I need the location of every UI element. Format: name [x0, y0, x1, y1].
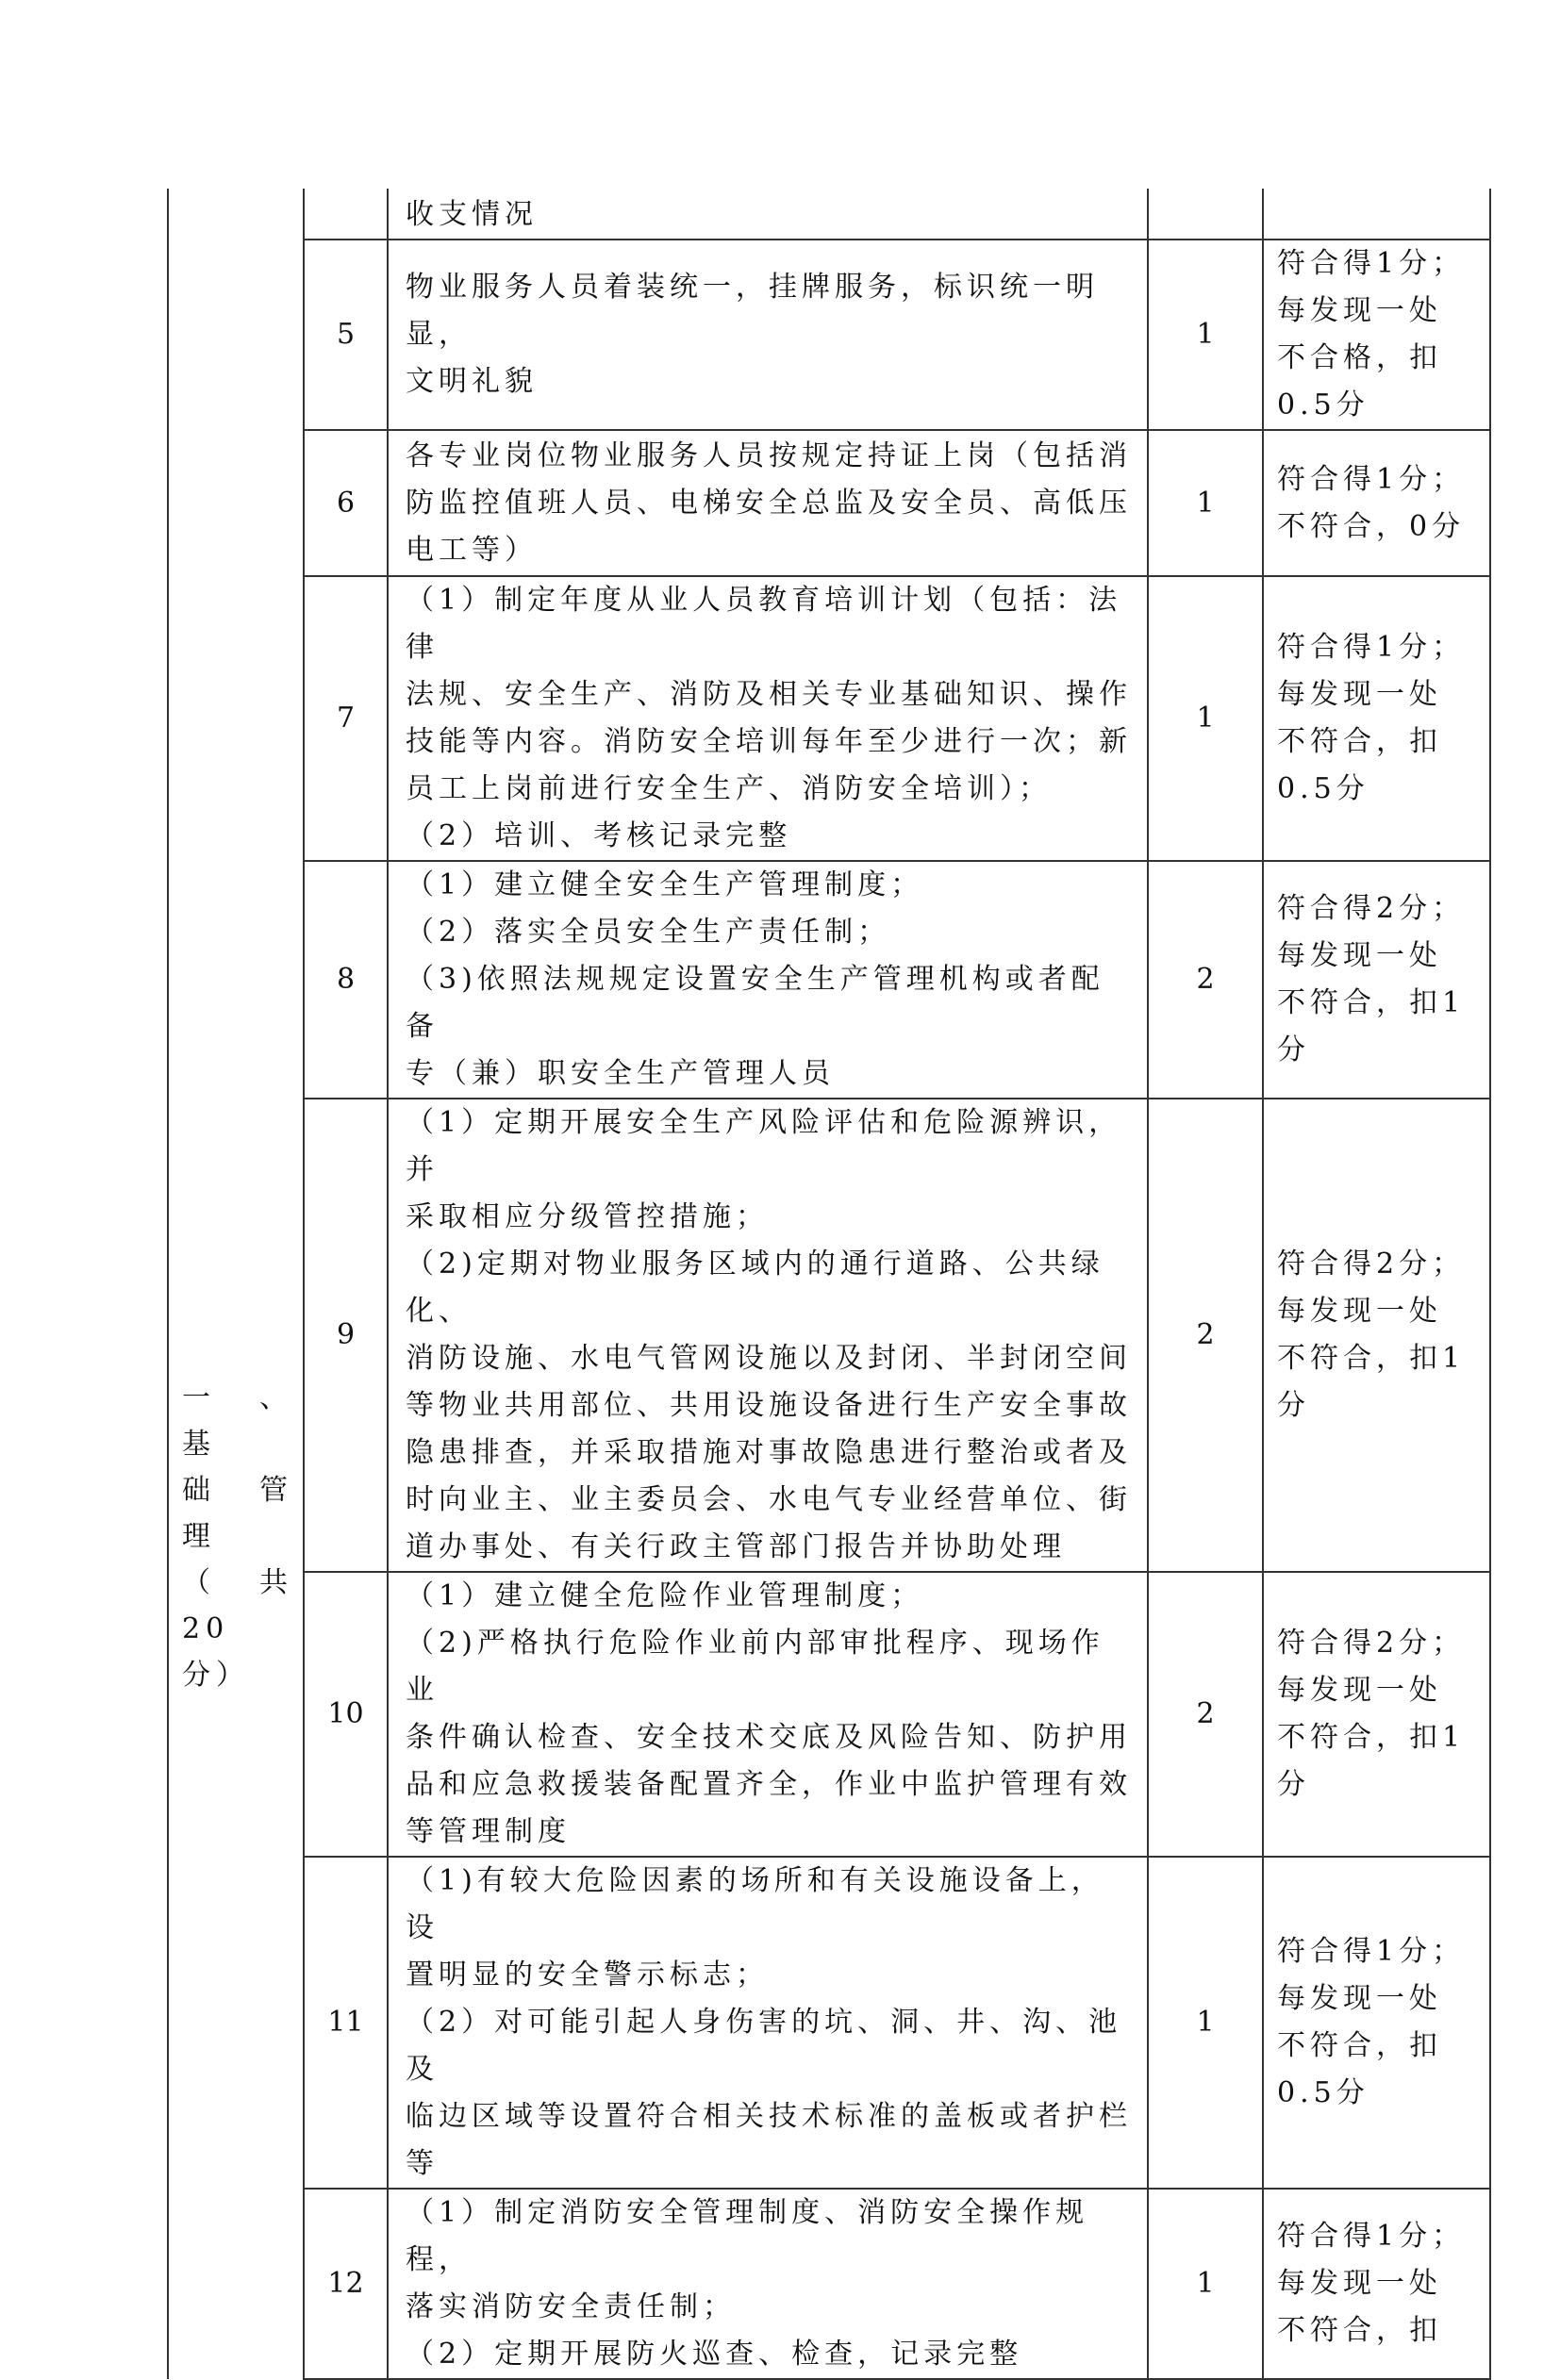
- requirement-line: （2）落实全员安全生产责任制；: [406, 916, 891, 949]
- item-requirement: [388, 189, 1148, 240]
- requirement-line: 隐患排查，并采取措施对事故隐患进行整治或者及: [406, 1436, 1132, 1469]
- scoring-rule: [1263, 1099, 1490, 1572]
- scoring-rule-line: 分: [1277, 1389, 1310, 1422]
- requirement-line: （1）制定消防安全管理制度、消防安全操作规程，: [406, 2196, 1089, 2276]
- scoring-rule-line: 0.5分: [1277, 2076, 1369, 2109]
- scoring-rule-line: 不符合，扣: [1277, 2029, 1442, 2062]
- requirement-line: 采取相应分级管控措施；: [406, 1200, 769, 1233]
- scoring-rule: [1263, 240, 1490, 430]
- requirement-line: 品和应急救援装备配置齐全，作业中监护管理有效: [406, 1768, 1132, 1801]
- requirement-line: 物业服务人员着装统一，挂牌服务，标识统一明显，: [406, 271, 1099, 351]
- scoring-rule-line: 0.5分: [1277, 388, 1369, 421]
- requirement-line: 落实消防安全责任制；: [406, 2290, 736, 2323]
- category-cell: [168, 189, 304, 2379]
- scoring-rule-line: 不符合，扣: [1277, 725, 1442, 758]
- table-row: [168, 576, 1490, 861]
- scoring-rule-line: 不合格，扣: [1277, 341, 1442, 374]
- item-requirement: [388, 1572, 1148, 1857]
- scoring-rule-line: 每发现一处: [1277, 1982, 1442, 2015]
- category-label-line: 分）: [182, 1659, 250, 1692]
- item-number: 7: [304, 576, 388, 861]
- item-requirement: [388, 2189, 1148, 2379]
- item-score: 2: [1148, 1099, 1263, 1572]
- requirement-line: 置明显的安全警示标志；: [406, 1959, 769, 1992]
- requirement-line: 条件确认检查、安全技术交底及风险告知、防护用: [406, 1721, 1132, 1754]
- requirement-line: （1）定期开展安全生产风险评估和危险源辨识，并: [406, 1106, 1122, 1186]
- table-row: [168, 189, 1490, 240]
- item-score: 2: [1148, 861, 1263, 1099]
- item-number: 6: [304, 430, 388, 576]
- category-label-line: 一 、 基: [182, 1381, 293, 1461]
- requirement-line: 专（兼）职安全生产管理人员: [406, 1057, 835, 1090]
- item-number: [304, 189, 388, 240]
- requirement-line: 等管理制度: [406, 1815, 571, 1848]
- requirement-line: 法规、安全生产、消防及相关专业基础知识、操作: [406, 678, 1132, 711]
- requirement-line: 道办事处、有关行政主管部门报告并协助处理: [406, 1530, 1066, 1563]
- requirement-line: （1）制定年度从业人员教育培训计划（包括：法律: [406, 584, 1122, 664]
- requirement-line: 临边区域等设置符合相关技术标准的盖板或者护栏: [406, 2100, 1132, 2133]
- scoring-rule-line: 符合得1分；: [1277, 1935, 1466, 1968]
- requirement-line: 文明礼貌: [406, 365, 538, 398]
- scoring-rule: [1263, 2189, 1490, 2379]
- item-score: 1: [1148, 1857, 1263, 2189]
- table-row: [168, 2189, 1490, 2379]
- scoring-rule-line: 分: [1277, 1768, 1310, 1801]
- category-label-line: 础 管 理: [182, 1474, 293, 1553]
- item-requirement: [388, 1099, 1148, 1572]
- table-row: [168, 430, 1490, 576]
- requirement-line: （2）对可能引起人身伤害的坑、洞、井、沟、池及: [406, 2006, 1122, 2086]
- scoring-rule-line: 不符合，扣1: [1277, 1342, 1466, 1375]
- scoring-rule-line: 不符合，扣1: [1277, 986, 1466, 1019]
- requirement-line: 技能等内容。消防安全培训每年至少进行一次；新: [406, 725, 1132, 758]
- item-requirement: [388, 430, 1148, 576]
- item-requirement: [388, 240, 1148, 430]
- requirement-line: 各专业岗位物业服务人员按规定持证上岗（包括消: [406, 438, 1132, 472]
- scoring-rule-line: 符合得1分；: [1277, 462, 1466, 496]
- requirement-line: 时向业主、业主委员会、水电气专业经营单位、街: [406, 1483, 1132, 1516]
- scoring-rule: [1263, 1857, 1490, 2189]
- scoring-table: [167, 189, 1491, 2380]
- item-score: 1: [1148, 576, 1263, 861]
- table-row: [168, 1857, 1490, 2189]
- scoring-rule-line: 符合得1分；: [1277, 247, 1466, 280]
- requirement-line: （3)依照法规规定设置安全生产管理机构或者配备: [406, 963, 1104, 1043]
- scoring-rule-line: 符合得1分；: [1277, 631, 1466, 664]
- requirement-line: 员工上岗前进行安全生产、消防安全培训）；: [406, 772, 1052, 805]
- item-score: 2: [1148, 1572, 1263, 1857]
- scoring-rule-line: 每发现一处: [1277, 1295, 1442, 1328]
- requirement-line: 等物业共用部位、共用设施设备进行生产安全事故: [406, 1389, 1132, 1422]
- scoring-rule-line: 分: [1277, 1033, 1310, 1066]
- item-number: 10: [304, 1572, 388, 1857]
- table-row: [168, 240, 1490, 430]
- requirement-line: 等: [406, 2147, 439, 2180]
- table-row: [168, 861, 1490, 1099]
- item-number: 8: [304, 861, 388, 1099]
- scoring-rule: [1263, 189, 1490, 240]
- item-number: 12: [304, 2189, 388, 2379]
- table-row: [168, 1572, 1490, 1857]
- requirement-line: （1）建立健全危险作业管理制度；: [406, 1579, 924, 1612]
- requirement-line: （2)严格执行危险作业前内部审批程序、现场作业: [406, 1627, 1104, 1707]
- scoring-rule: [1263, 1572, 1490, 1857]
- scoring-rule-line: 每发现一处: [1277, 294, 1442, 327]
- requirement-line: （2)定期对物业服务区域内的通行道路、公共绿化、: [406, 1248, 1104, 1328]
- table-row: [168, 1099, 1490, 1572]
- requirement-line: 收支情况: [406, 198, 538, 231]
- item-score: 1: [1148, 240, 1263, 430]
- item-number: 11: [304, 1857, 388, 2189]
- scoring-rule-line: 每发现一处: [1277, 1674, 1442, 1707]
- scoring-rule-line: 不符合，扣: [1277, 2314, 1442, 2347]
- item-number: 9: [304, 1099, 388, 1572]
- item-requirement: [388, 1857, 1148, 2189]
- requirement-line: 电工等）: [406, 533, 538, 567]
- category-label-line: （共 20: [182, 1566, 293, 1645]
- scoring-rule-line: 不符合，扣1: [1277, 1721, 1466, 1754]
- scoring-rule-line: 每发现一处: [1277, 2267, 1442, 2300]
- scoring-rule-line: 每发现一处: [1277, 678, 1442, 711]
- requirement-line: （1)有较大危险因素的场所和有关设施设备上，设: [406, 1864, 1104, 1944]
- item-requirement: [388, 576, 1148, 861]
- scoring-rule-line: 0.5分: [1277, 772, 1369, 805]
- scoring-rule-line: 符合得2分；: [1277, 1627, 1466, 1660]
- item-score: [1148, 189, 1263, 240]
- item-number: 5: [304, 240, 388, 430]
- scoring-rule-line: 符合得2分；: [1277, 1248, 1466, 1281]
- requirement-line: （2）定期开展防火巡查、检查，记录完整: [406, 2338, 1023, 2371]
- requirement-line: （1）建立健全安全生产管理制度；: [406, 868, 924, 901]
- scoring-rule-line: 不符合，0分: [1277, 509, 1466, 543]
- category-label: [169, 1375, 303, 1698]
- scoring-rule: [1263, 861, 1490, 1099]
- item-score: 1: [1148, 430, 1263, 576]
- item-score: 1: [1148, 2189, 1263, 2379]
- item-requirement: [388, 861, 1148, 1099]
- requirement-line: （2）培训、考核记录完整: [406, 819, 792, 852]
- scoring-rule-line: 符合得2分；: [1277, 892, 1466, 925]
- requirement-line: 消防设施、水电气管网设施以及封闭、半封闭空间: [406, 1342, 1132, 1375]
- requirement-line: 防监控值班人员、电梯安全总监及安全员、高低压: [406, 486, 1132, 520]
- scoring-rule: [1263, 576, 1490, 861]
- scoring-rule-line: 符合得1分；: [1277, 2220, 1466, 2253]
- scoring-rule: [1263, 430, 1490, 576]
- scoring-rule-line: 每发现一处: [1277, 939, 1442, 972]
